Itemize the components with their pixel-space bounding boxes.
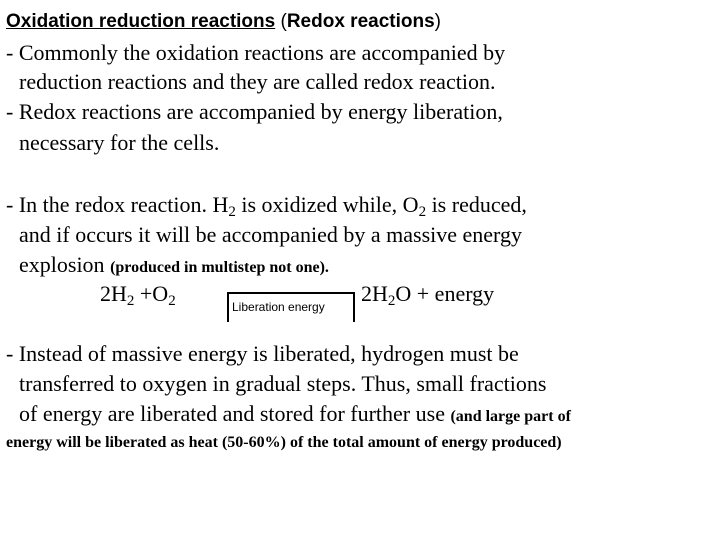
- bullet-3-explosion: explosion: [19, 252, 111, 277]
- reactant-o-subscript: 2: [168, 293, 176, 309]
- bullet-4-text: of energy are liberated and stored for further use: [19, 401, 451, 426]
- equation-reactants: [100, 281, 176, 307]
- equation-products: [361, 281, 494, 307]
- bullet-4-line-3: [19, 401, 571, 430]
- bullet-2-line-1: - Redox reactions are accompanied by energy liberation,: [6, 99, 503, 124]
- reactant-h-subscript: 2: [126, 293, 135, 309]
- product-h: 2H: [361, 281, 388, 306]
- title-heading: Oxidation reduction reactions: [6, 11, 276, 32]
- reactant-h: 2H: [100, 281, 127, 306]
- product-h-subscript: 2: [387, 293, 396, 309]
- title-paren-open: (: [275, 11, 287, 32]
- bullet-3-line-2: and if occurs it will be accompanied by a massive energy: [19, 222, 522, 247]
- title-paren-bold: Redox reactions: [286, 11, 435, 32]
- arrow-label: Liberation energy: [232, 300, 325, 314]
- h2-subscript: 2: [228, 204, 236, 220]
- o2-subscript: 2: [418, 204, 427, 220]
- bullet-4-line-4: energy will be liberated as heat (50-60%) of the total amount of energy produced): [6, 434, 562, 451]
- bullet-3-text-b: is oxidized while, O: [235, 192, 419, 217]
- bullet-1-line-1: - Commonly the oxidation reactions are accompanied by: [6, 40, 506, 65]
- bullet-4-line-1: - Instead of massive energy is liberated, hydrogen must be: [6, 341, 519, 366]
- bullet-3-note: (produced in multistep not one).: [110, 259, 329, 276]
- bullet-1-line-2: reduction reactions and they are called redox reaction.: [19, 69, 496, 94]
- bullet-4-note-start: (and large part of: [450, 408, 571, 425]
- bullet-2-line-2: necessary for the cells.: [19, 130, 220, 155]
- bullet-3-line-3: [19, 252, 329, 281]
- bullet-3-text-a: - In the redox reaction. H: [6, 192, 229, 217]
- reactant-o: +O: [134, 281, 169, 306]
- bullet-3-text-c: is reduced,: [426, 192, 527, 217]
- product-rest: O + energy: [395, 281, 495, 306]
- bullet-4-line-2: transferred to oxygen in gradual steps. Thus, small fractions: [19, 371, 547, 396]
- title-paren-close: ): [434, 11, 441, 32]
- bullet-3-line-1: [6, 192, 527, 218]
- page-title: [6, 9, 441, 35]
